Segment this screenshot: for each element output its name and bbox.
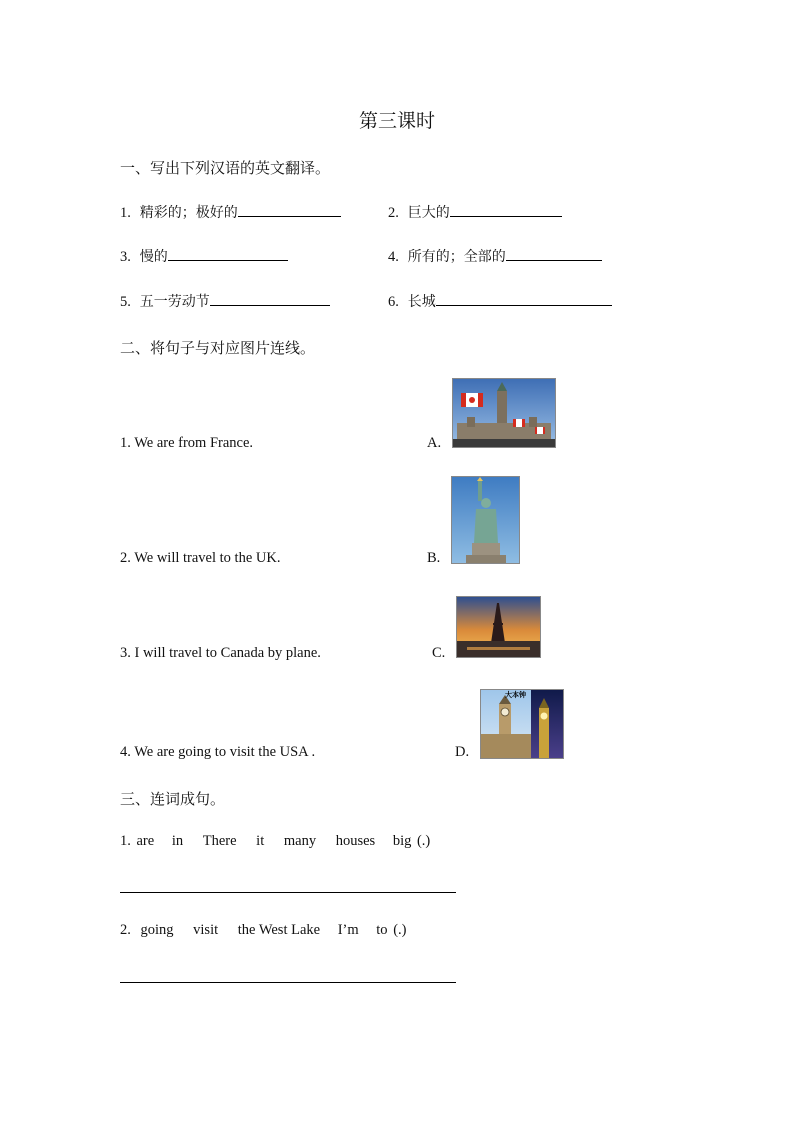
answer-blank[interactable] — [238, 202, 341, 217]
word-tile: (.) — [393, 922, 407, 938]
item-number: 1. — [120, 205, 131, 221]
word-order-question-1 — [120, 833, 430, 850]
answer-blank[interactable] — [168, 246, 288, 261]
word-tile: big — [392, 833, 412, 849]
word-order-question-2 — [120, 922, 406, 939]
answer-blank[interactable] — [436, 291, 612, 306]
answer-line-2[interactable] — [120, 982, 456, 983]
vocab-item-4 — [388, 246, 602, 266]
item-text: 精彩的；极好的 — [139, 205, 238, 221]
answer-blank[interactable] — [210, 291, 330, 306]
answer-blank[interactable] — [450, 202, 562, 217]
word-tile: the West Lake — [237, 922, 321, 938]
canada-parliament-image — [453, 379, 555, 447]
question-number: 1. — [120, 833, 131, 849]
word-tile: in — [171, 833, 184, 849]
big-ben-image — [481, 690, 563, 758]
word-tile: to — [376, 922, 388, 938]
big-ben-caption: 大本钟 — [505, 691, 526, 699]
option-letter-c: C. — [432, 645, 446, 661]
vocab-item-5 — [120, 291, 330, 311]
item-number: 3. — [120, 249, 131, 265]
word-tile: many — [283, 833, 317, 849]
word-tile: going — [140, 922, 174, 938]
sentence-1: 1. We are from France. — [120, 435, 254, 451]
item-text: 巨大的 — [407, 205, 450, 221]
big-ben-picture[interactable] — [480, 689, 564, 759]
option-letter-a: A. — [427, 435, 442, 451]
sentence-3: 3. I will travel to Canada by plane. — [120, 645, 321, 661]
vocab-item-3 — [120, 246, 288, 266]
sentence-2: 2. We will travel to the UK. — [120, 550, 281, 566]
word-tile: There — [202, 833, 237, 849]
statue-of-liberty-picture[interactable] — [451, 476, 520, 564]
eiffel-tower-picture[interactable] — [456, 596, 541, 658]
word-tile: (.) — [416, 833, 431, 849]
vocab-item-1 — [120, 202, 341, 222]
item-text: 长城 — [407, 294, 436, 310]
word-tile: it — [256, 833, 265, 849]
item-text: 所有的；全部的 — [407, 249, 506, 265]
section-3-heading: 三、连词成句。 — [120, 790, 226, 808]
item-number: 5. — [120, 294, 131, 310]
item-text: 慢的 — [139, 249, 168, 265]
word-tile: are — [136, 833, 155, 849]
option-letter-b: B. — [427, 550, 441, 566]
page-title: 第三课时 — [358, 110, 435, 132]
section-2-heading: 二、将句子与对应图片连线。 — [120, 339, 316, 357]
vocab-item-2 — [388, 202, 562, 222]
vocab-item-6 — [388, 291, 612, 311]
item-number: 2. — [388, 205, 399, 221]
answer-line-1[interactable] — [120, 892, 456, 893]
word-tile: I’m — [337, 922, 359, 938]
eiffel-tower-image — [457, 597, 540, 657]
option-letter-d: D. — [455, 744, 470, 760]
statue-of-liberty-image — [452, 477, 519, 563]
word-tile: visit — [193, 922, 219, 938]
item-number: 6. — [388, 294, 399, 310]
section-1-heading: 一、写出下列汉语的英文翻译。 — [120, 159, 331, 177]
sentence-4: 4. We are going to visit the USA . — [120, 744, 316, 760]
word-tile: houses — [335, 833, 376, 849]
item-text: 五一劳动节 — [139, 294, 210, 310]
canada-parliament-picture[interactable] — [452, 378, 556, 448]
item-number: 4. — [388, 249, 399, 265]
question-number: 2. — [120, 922, 131, 938]
answer-blank[interactable] — [506, 246, 602, 261]
